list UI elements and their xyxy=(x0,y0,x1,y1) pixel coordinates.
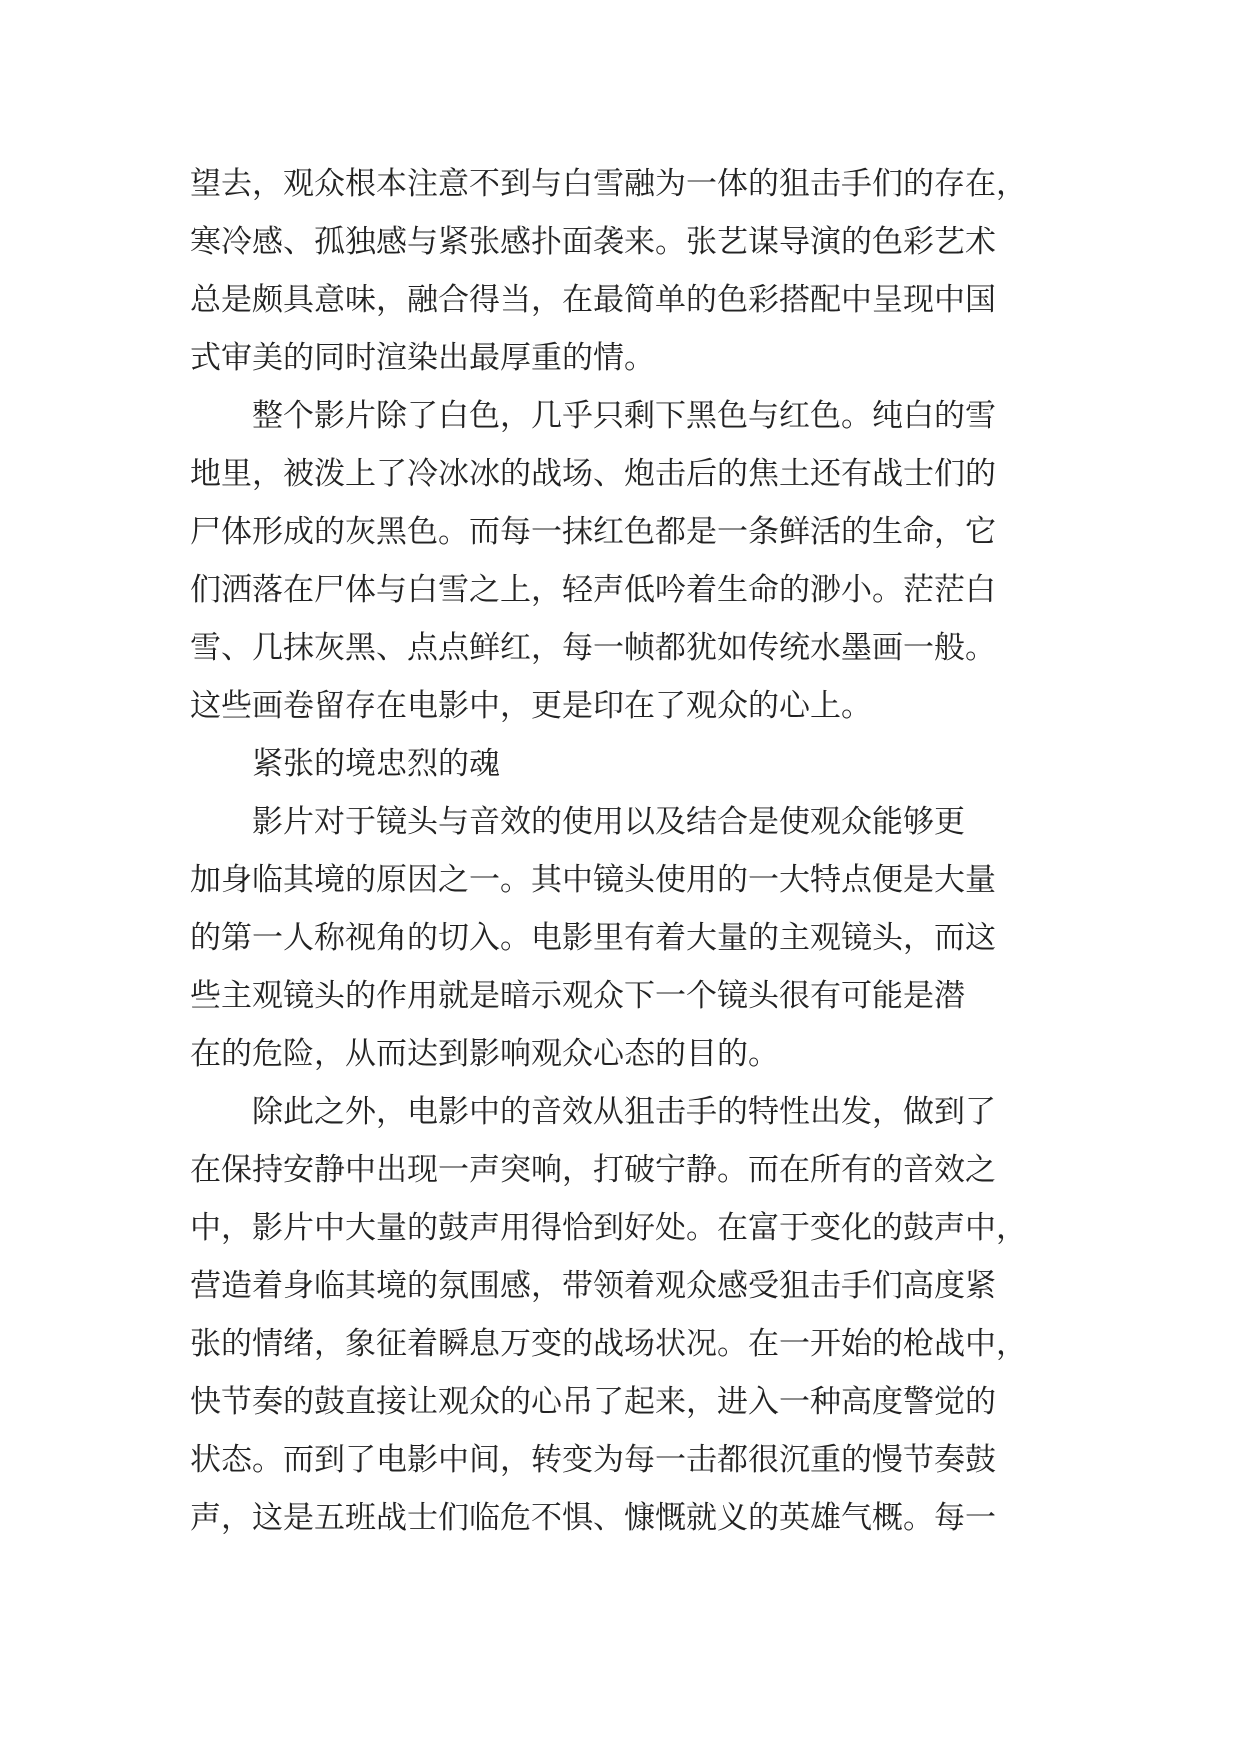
text-line: 式审美的同时渲染出最厚重的情。 xyxy=(190,340,655,376)
text-line: 声，这是五班战士们临危不惧、慷慨就义的英雄气概。每一 xyxy=(190,1500,996,1536)
text-line: 营造着身临其境的氛围感，带领着观众感受狙击手们高度紧 xyxy=(190,1268,996,1304)
text-line: 雪、几抹灰黑、点点鲜红，每一帧都犹如传统水墨画一般。 xyxy=(190,630,996,666)
text-line: 些主观镜头的作用就是暗示观众下一个镜头很有可能是潜 xyxy=(190,978,965,1014)
text-line: 总是颇具意味，融合得当，在最简单的色彩搭配中呈现中国 xyxy=(190,282,996,318)
text-line: 在的危险，从而达到影响观众心态的目的。 xyxy=(190,1036,779,1072)
text-line: 的第一人称视角的切入。电影里有着大量的主观镜头，而这 xyxy=(190,920,996,956)
text-line: 寒冷感、孤独感与紧张感扑面袭来。张艺谋导演的色彩艺术 xyxy=(190,224,996,260)
text-line: 快节奏的鼓直接让观众的心吊了起来，进入一种高度警觉的 xyxy=(190,1384,996,1420)
body-text xyxy=(190,155,1090,1547)
text-line: 整个影片除了白色，几乎只剩下黑色与红色。纯白的雪 xyxy=(252,398,996,434)
text-line: 尸体形成的灰黑色。而每一抹红色都是一条鲜活的生命，它 xyxy=(190,514,996,550)
text-line: 影片对于镜头与音效的使用以及结合是使观众能够更 xyxy=(252,804,965,840)
text-line: 除此之外，电影中的音效从狙击手的特性出发，做到了 xyxy=(252,1094,996,1130)
text-line: 们洒落在尸体与白雪之上，轻声低吟着生命的渺小。茫茫白 xyxy=(190,572,996,608)
section-heading: 紧张的境忠烈的魂 xyxy=(252,746,500,782)
text-line: 加身临其境的原因之一。其中镜头使用的一大特点便是大量 xyxy=(190,862,996,898)
text-line: 望去，观众根本注意不到与白雪融为一体的狙击手们的存在， xyxy=(190,166,1027,202)
text-line: 在保持安静中出现一声突响，打破宁静。而在所有的音效之 xyxy=(190,1152,996,1188)
text-line: 这些画卷留存在电影中，更是印在了观众的心上。 xyxy=(190,688,872,724)
text-line: 地里，被泼上了冷冰冰的战场、炮击后的焦土还有战士们的 xyxy=(190,456,996,492)
text-line: 状态。而到了电影中间，转变为每一击都很沉重的慢节奏鼓 xyxy=(190,1442,996,1478)
text-line: 中，影片中大量的鼓声用得恰到好处。在富于变化的鼓声中， xyxy=(190,1210,1027,1246)
text-line: 张的情绪，象征着瞬息万变的战场状况。在一开始的枪战中， xyxy=(190,1326,1027,1362)
